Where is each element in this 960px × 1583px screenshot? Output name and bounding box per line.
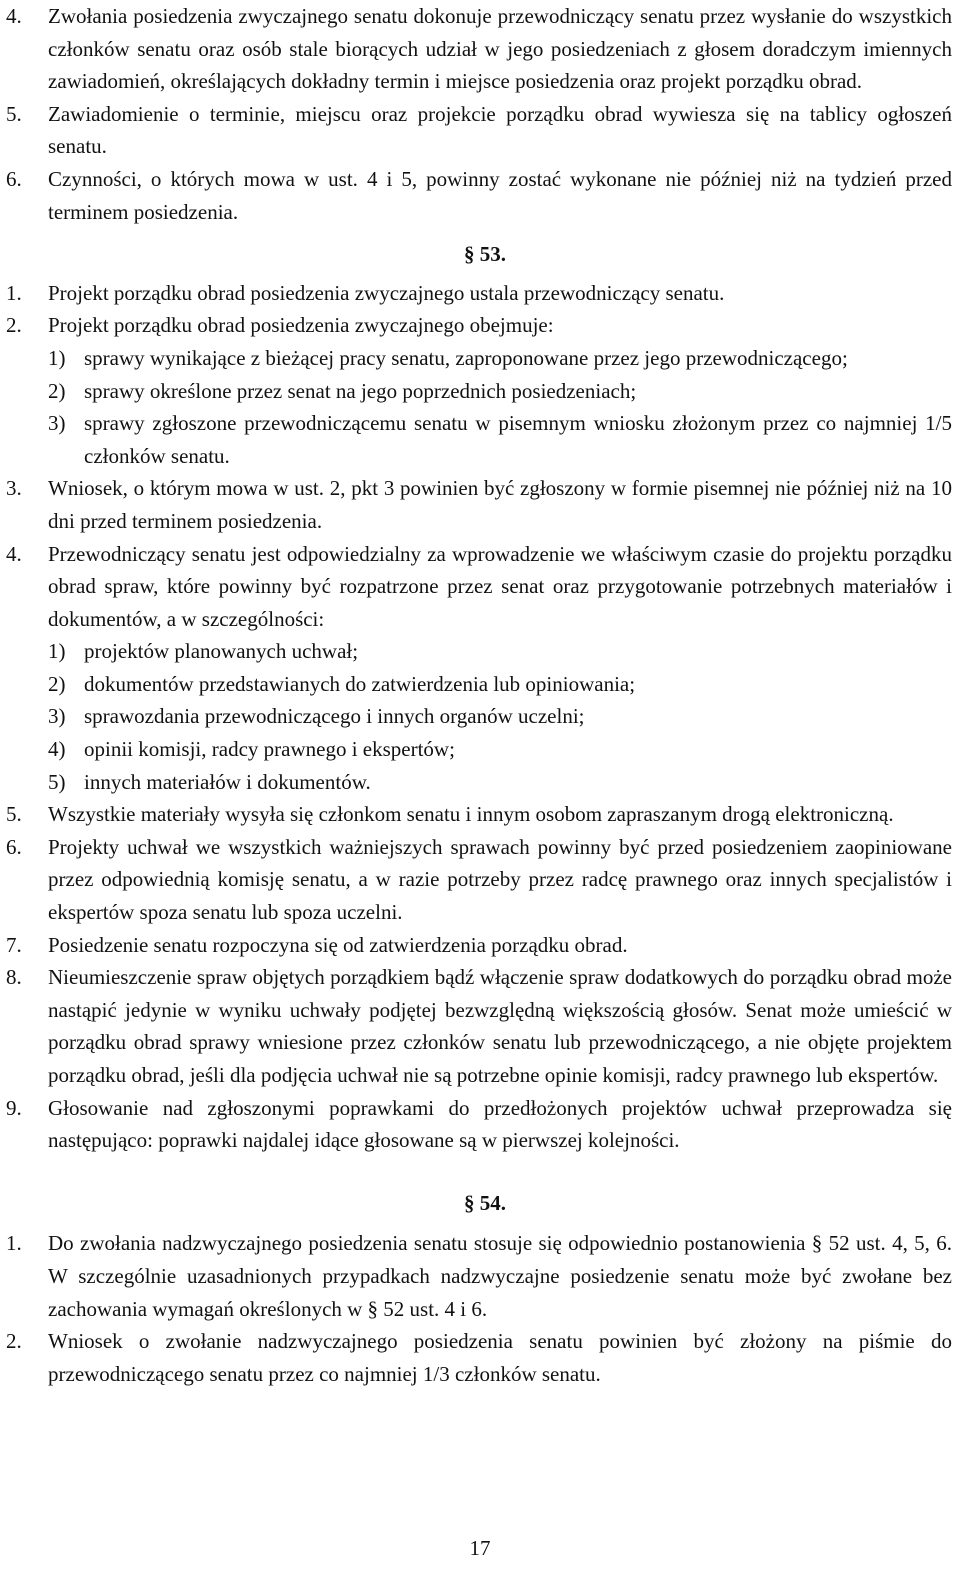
item-number: 2.: [6, 313, 22, 338]
paragraph-item: [6, 163, 952, 228]
point-number: 3): [48, 411, 66, 436]
list-point: [48, 635, 952, 668]
item-text: Projekty uchwał we wszystkich ważniejszych sprawach powinny być przed posiedzeniem zaopiniowane przez odpowiednią komisję senatu, a w razie potrzeby przez radcę prawnego oraz innych specjalistów i ekspertów spoza senatu lub spoza uczelni.: [48, 834, 952, 925]
item-body: [48, 309, 952, 472]
paragraph-item: [6, 798, 952, 831]
section-heading-54: § 54.: [464, 1190, 506, 1215]
item-body: [48, 538, 952, 799]
item-number: 1.: [6, 1231, 22, 1256]
paragraph-item: [6, 277, 952, 310]
point-text: opinii komisji, radcy prawnego i ekspertów;: [84, 737, 455, 762]
section-heading-53: § 53.: [464, 242, 506, 267]
item-text: Do zwołania nadzwyczajnego posiedzenia senatu stosuje się odpowiednio postanowienia § 52 ust. 4, 5, 6. W szczególnie uzasadnionych przypadkach nadzwyczajne posiedzenie senatu może być zwołane bez zachowania wymagań określonych w § 52 ust. 4 i 6.: [48, 1231, 952, 1321]
point-text: dokumentów przedstawianych do zatwierdzenia lub opiniowania;: [84, 671, 636, 696]
point-text: sprawy wynikające z bieżącej pracy senatu, zaproponowane przez jego przewodniczącego;: [84, 345, 848, 370]
paragraph-item: [6, 98, 952, 163]
item-number: 6.: [6, 166, 22, 191]
item-number: 5.: [6, 101, 22, 126]
point-number: 1): [48, 345, 66, 370]
list-point: [48, 766, 952, 799]
item-text: Czynności, o których mowa w ust. 4 i 5, powinny zostać wykonane nie później niż na tydzień przed terminem posiedzenia.: [48, 166, 952, 224]
list-point: [48, 700, 952, 733]
item-number: 6.: [6, 834, 22, 859]
paragraph-item: [6, 1325, 952, 1390]
item-number: 7.: [6, 932, 22, 957]
item-text: Wniosek o zwołanie nadzwyczajnego posiedzenia senatu powinien być złożony na piśmie do przewodniczącego senatu przez co najmniej 1/3 członków senatu.: [48, 1329, 952, 1386]
item-text: Wniosek, o którym mowa w ust. 2, pkt 3 powinien być zgłoszony w formie pisemnej nie później niż na 10 dni przed terminem posiedzenia.: [48, 476, 952, 533]
point-number: 5): [48, 769, 66, 794]
paragraph-item: [6, 929, 952, 962]
item-number: 2.: [6, 1329, 22, 1354]
list-point: [48, 342, 952, 375]
item-text: Zawiadomienie o terminie, miejscu oraz projekcie porządku obrad wywiesza się na tablicy ogłoszeń senatu.: [48, 101, 952, 159]
page-number: 17: [469, 1536, 491, 1560]
list-point: [48, 407, 952, 472]
paragraph-item: [6, 538, 952, 799]
item-number: 5.: [6, 802, 22, 827]
item-text: Posiedzenie senatu rozpoczyna się od zatwierdzenia porządku obrad.: [48, 932, 628, 957]
item-number: 3.: [6, 476, 22, 501]
point-number: 3): [48, 704, 66, 729]
paragraph-item: [6, 0, 952, 98]
list-point: [48, 733, 952, 766]
list-point: [48, 668, 952, 701]
paragraph-item: [6, 831, 952, 929]
item-text: Nieumieszczenie spraw objętych porządkiem bądź włączenie spraw dodatkowych do porządku obrad może nastąpić jedynie w wyniku uchwały podjętej bezwzględną większością głosów. Senat może umieścić w porządku obrad sprawy wniesione przez członków senatu lub przewodniczącego, a nie objęte projektem porządku obrad, jeśli dla podjęcia uchwał nie są potrzebne opinie komisji, radcy prawnego lub ekspertów.: [48, 965, 952, 1087]
point-text: sprawy określone przez senat na jego poprzednich posiedzeniach;: [84, 378, 637, 403]
item-number: 8.: [6, 965, 22, 990]
point-text: innych materiałów i dokumentów.: [84, 769, 371, 794]
point-number: 4): [48, 737, 66, 762]
item-intro: Przewodniczący senatu jest odpowiedzialny za wprowadzenie we właściwym czasie do projektu porządku obrad spraw, które powinny być rozpatrzone przez senat oraz przygotowanie potrzebnych materiałów i dokumentów, a w szczególności:: [48, 541, 952, 631]
point-text: projektów planowanych uchwał;: [84, 639, 359, 664]
item-text: Zwołania posiedzenia zwyczajnego senatu dokonuje przewodniczący senatu przez wysłanie do wszystkich członków senatu oraz osób stale biorących udział w jego posiedzeniach z głosem doradczym imiennych zawiadomień, określających dokładny termin i miejsce posiedzenia oraz projekt porządku obrad.: [48, 4, 952, 94]
list-point: [48, 375, 952, 408]
paragraph-item: [6, 1227, 952, 1325]
item-intro: Projekt porządku obrad posiedzenia zwyczajnego obejmuje:: [48, 313, 554, 338]
point-text: sprawozdania przewodniczącego i innych organów uczelni;: [84, 704, 585, 729]
paragraph-item: [6, 472, 952, 537]
item-text: Wszystkie materiały wysyła się członkom senatu i innym osobom zapraszanym drogą elektroniczną.: [48, 802, 894, 827]
point-number: 2): [48, 671, 66, 696]
paragraph-item: [6, 961, 952, 1091]
item-text: Głosowanie nad zgłoszonymi poprawkami do przedłożonych projektów uchwał przeprowadza się następująco: poprawki najdalej idące głosowane są w pierwszej kolejności.: [48, 1095, 952, 1153]
item-number: 4.: [6, 4, 22, 28]
item-number: 1.: [6, 280, 22, 305]
point-number: 1): [48, 639, 66, 664]
point-text: sprawy zgłoszone przewodniczącemu senatu w pisemnym wniosku złożonym przez co najmniej 1/5 członków senatu.: [84, 411, 952, 468]
item-number: 9.: [6, 1095, 22, 1120]
paragraph-item: [6, 1092, 952, 1157]
item-number: 4.: [6, 541, 22, 566]
point-number: 2): [48, 378, 66, 403]
paragraph-item: [6, 309, 952, 472]
item-text: Projekt porządku obrad posiedzenia zwyczajnego ustala przewodniczący senatu.: [48, 280, 725, 305]
